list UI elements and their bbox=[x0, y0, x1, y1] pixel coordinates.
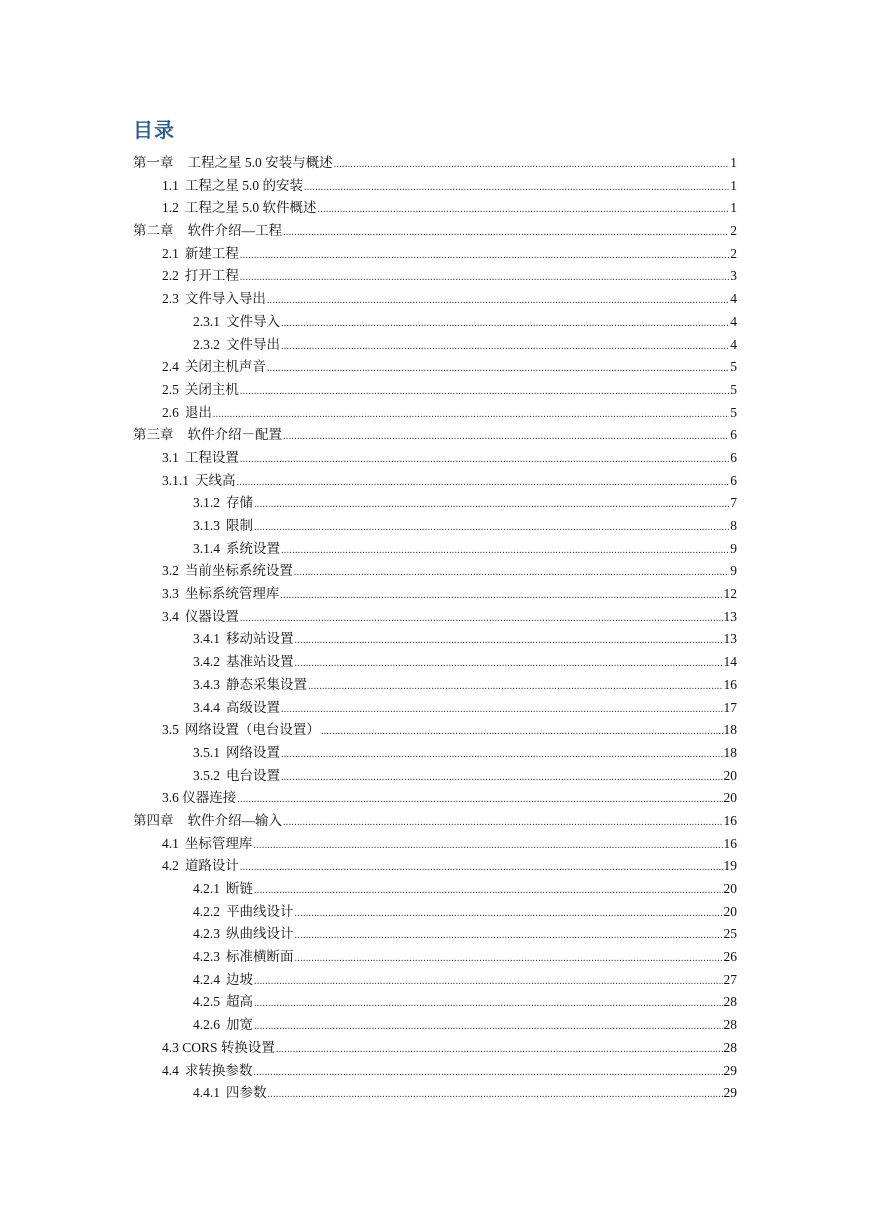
dot-leader bbox=[283, 222, 729, 245]
dot-leader bbox=[254, 517, 729, 540]
toc-entry-page-number: 29 bbox=[723, 1085, 737, 1101]
toc-entry[interactable] bbox=[133, 991, 737, 1014]
toc-entry-label: 当前坐标系统设置 bbox=[184, 563, 293, 579]
dot-leader bbox=[294, 562, 729, 585]
toc-entry-label: 工程之星 5.0 安装与概述 bbox=[187, 155, 333, 170]
toc-entry-number: 3.1.2 bbox=[193, 495, 220, 511]
toc-entry-number: 3.4.2 bbox=[193, 654, 220, 670]
toc-entry-number: 4.2.1 bbox=[193, 881, 220, 896]
dot-leader bbox=[304, 177, 729, 200]
toc-list bbox=[133, 152, 737, 1105]
toc-entry[interactable] bbox=[133, 583, 737, 606]
dot-leader bbox=[281, 744, 723, 767]
toc-entry-label: 四参数 bbox=[226, 1085, 267, 1101]
dot-leader bbox=[281, 767, 723, 790]
toc-entry-page-number: 16 bbox=[723, 676, 737, 692]
dot-leader bbox=[254, 880, 723, 903]
toc-entry[interactable] bbox=[133, 606, 737, 629]
toc-entry-label: 边坡 bbox=[226, 971, 253, 987]
toc-entry[interactable] bbox=[133, 855, 737, 878]
toc-entry-number: 4.4 bbox=[162, 1062, 179, 1078]
toc-entry-label: 工程之星 5.0 的安装 bbox=[184, 177, 303, 193]
toc-entry-number: 2.3.1 bbox=[193, 313, 220, 329]
dot-leader bbox=[254, 993, 723, 1016]
toc-entry-label: 基准站设置 bbox=[226, 654, 294, 670]
toc-entry-page-number: 26 bbox=[723, 949, 737, 965]
dot-leader bbox=[253, 1062, 722, 1085]
dot-leader bbox=[267, 358, 729, 381]
toc-entry-page-number: 17 bbox=[723, 699, 737, 715]
toc-entry[interactable] bbox=[133, 197, 737, 220]
toc-entry-number: 2.3 bbox=[162, 291, 179, 307]
toc-entry[interactable] bbox=[133, 651, 737, 674]
toc-entry-page-number: 5 bbox=[730, 404, 737, 420]
toc-entry-label: 超高 bbox=[226, 994, 253, 1010]
toc-entry-page-number: 16 bbox=[723, 835, 737, 851]
toc-entry-page-number: 18 bbox=[723, 722, 737, 738]
toc-entry[interactable] bbox=[133, 946, 737, 969]
toc-entry-page-number: 3 bbox=[730, 268, 737, 284]
toc-entry-page-number: 8 bbox=[730, 518, 737, 533]
toc-entry[interactable] bbox=[133, 515, 737, 538]
toc-entry[interactable] bbox=[133, 765, 737, 788]
toc-entry-label: 限制 bbox=[226, 518, 253, 533]
dot-leader bbox=[254, 494, 729, 517]
toc-entry[interactable] bbox=[133, 560, 737, 583]
toc-entry-page-number: 14 bbox=[723, 654, 737, 670]
dot-leader bbox=[295, 903, 723, 926]
toc-entry-number: 3.4 bbox=[162, 608, 179, 624]
dot-leader bbox=[334, 154, 730, 177]
toc-entry-label: 退出 bbox=[184, 404, 212, 420]
toc-entry-number: 3.4.1 bbox=[193, 631, 220, 647]
toc-entry[interactable] bbox=[133, 742, 737, 765]
toc-entry[interactable] bbox=[133, 265, 737, 288]
toc-entry-page-number: 13 bbox=[723, 608, 737, 624]
toc-entry-label: 电台设置 bbox=[226, 767, 280, 783]
toc-entry-page-number: 28 bbox=[723, 1017, 737, 1033]
toc-entry-number: 3.4.4 bbox=[193, 699, 220, 715]
toc-entry[interactable] bbox=[133, 492, 737, 515]
dot-leader bbox=[240, 245, 729, 268]
toc-entry[interactable] bbox=[133, 424, 737, 447]
toc-entry[interactable] bbox=[133, 697, 737, 720]
toc-entry[interactable] bbox=[133, 175, 737, 198]
dot-leader bbox=[295, 653, 723, 676]
toc-entry-number: 3.5.1 bbox=[193, 744, 220, 760]
toc-entry[interactable] bbox=[133, 719, 737, 742]
toc-entry[interactable] bbox=[133, 923, 737, 946]
toc-entry-number: 1.2 bbox=[162, 200, 179, 216]
toc-entry-label: 关闭主机 bbox=[184, 381, 239, 397]
toc-entry-page-number: 4 bbox=[730, 313, 737, 329]
toc-entry-label: 系统设置 bbox=[226, 540, 280, 556]
toc-entry-number: 第一章 bbox=[133, 155, 174, 170]
toc-entry-page-number: 13 bbox=[723, 631, 737, 647]
toc-entry-number: 4.2 bbox=[162, 858, 179, 874]
toc-entry-page-number: 29 bbox=[723, 1062, 737, 1078]
dot-leader bbox=[276, 1039, 723, 1062]
toc-entry[interactable] bbox=[133, 1014, 737, 1037]
toc-entry[interactable] bbox=[133, 402, 737, 425]
toc-entry-page-number: 5 bbox=[730, 381, 737, 397]
toc-entry[interactable] bbox=[133, 538, 737, 561]
toc-entry[interactable] bbox=[133, 878, 737, 901]
toc-entry-page-number: 6 bbox=[730, 427, 737, 443]
toc-entry-label: 平曲线设计 bbox=[226, 903, 294, 919]
toc-title: 目录 bbox=[133, 120, 175, 142]
toc-entry[interactable] bbox=[133, 243, 737, 266]
toc-entry-number: 4.2.2 bbox=[193, 903, 220, 919]
dot-leader bbox=[240, 449, 729, 472]
toc-entry-page-number: 2 bbox=[730, 223, 737, 239]
toc-entry-label: 打开工程 bbox=[184, 268, 239, 284]
toc-entry-page-number: 28 bbox=[723, 994, 737, 1010]
toc-entry-label: 软件介绍—工程 bbox=[187, 223, 282, 239]
dot-leader bbox=[281, 336, 729, 359]
toc-entry-page-number: 28 bbox=[723, 1039, 737, 1055]
toc-entry-page-number: 12 bbox=[723, 586, 737, 602]
toc-entry[interactable] bbox=[133, 1060, 737, 1083]
toc-entry-page-number: 6 bbox=[730, 472, 737, 488]
toc-entry-number: 1.1 bbox=[162, 177, 179, 193]
toc-entry-number: 4.1 bbox=[162, 835, 179, 851]
toc-entry-label: 加宽 bbox=[226, 1017, 253, 1033]
toc-entry-label: 纵曲线设计 bbox=[226, 926, 294, 942]
toc-entry[interactable] bbox=[133, 356, 737, 379]
toc-entry[interactable] bbox=[133, 288, 737, 311]
toc-entry-page-number: 16 bbox=[723, 812, 737, 828]
toc-entry-page-number: 7 bbox=[730, 495, 737, 511]
toc-entry-page-number: 20 bbox=[723, 903, 737, 919]
toc-entry-label: 高级设置 bbox=[226, 699, 280, 715]
toc-entry-number: 4.2.3 bbox=[193, 926, 220, 942]
dot-leader bbox=[240, 381, 729, 404]
toc-entry-label: 道路设计 bbox=[184, 858, 239, 874]
dot-leader bbox=[240, 857, 723, 880]
dot-leader bbox=[283, 812, 723, 835]
toc-entry[interactable] bbox=[133, 447, 737, 470]
toc-entry[interactable] bbox=[133, 969, 737, 992]
toc-entry-label: 软件介绍—输入 bbox=[187, 812, 282, 828]
toc-entry-number: 3.5.2 bbox=[193, 767, 220, 783]
dot-leader bbox=[254, 1016, 723, 1039]
dot-leader bbox=[321, 721, 723, 744]
toc-entry-label: 求转换参数 bbox=[184, 1062, 253, 1078]
toc-entry-page-number: 5 bbox=[730, 359, 737, 375]
toc-entry-page-number: 20 bbox=[723, 881, 737, 896]
toc-entry-number: 第四章 bbox=[133, 812, 174, 828]
toc-entry-page-number: 20 bbox=[723, 790, 737, 806]
toc-entry-page-number: 25 bbox=[723, 926, 737, 942]
dot-leader bbox=[283, 426, 729, 449]
toc-entry[interactable] bbox=[133, 379, 737, 402]
toc-entry-number: 3.1.3 bbox=[193, 518, 220, 533]
toc-entry-label: 文件导入导出 bbox=[184, 291, 266, 307]
toc-entry-number: 2.6 bbox=[162, 404, 179, 420]
toc-entry-number: 3.4.3 bbox=[193, 676, 220, 692]
toc-entry-number: 4.2.5 bbox=[193, 994, 220, 1010]
toc-entry[interactable] bbox=[133, 470, 737, 493]
toc-entry[interactable] bbox=[133, 220, 737, 243]
dot-leader bbox=[281, 540, 729, 563]
toc-entry-label: 新建工程 bbox=[184, 245, 239, 261]
toc-entry[interactable] bbox=[133, 1082, 737, 1105]
toc-entry-number: 2.1 bbox=[162, 245, 179, 261]
toc-entry-number: 3.1.1 bbox=[162, 472, 189, 488]
toc-entry-label: 标准横断面 bbox=[226, 949, 294, 965]
toc-entry-number: 2.4 bbox=[162, 359, 179, 375]
toc-entry[interactable] bbox=[133, 311, 737, 334]
toc-entry-page-number: 1 bbox=[730, 177, 737, 193]
toc-entry[interactable] bbox=[133, 152, 737, 175]
toc-entry-number: 3.1 bbox=[162, 449, 179, 465]
toc-entry-number: 3.3 bbox=[162, 586, 179, 602]
dot-leader bbox=[281, 313, 729, 336]
toc-entry[interactable] bbox=[133, 334, 737, 357]
toc-entry-label: 3.6 仪器连接 bbox=[162, 790, 237, 806]
dot-leader bbox=[240, 267, 729, 290]
dot-leader bbox=[213, 404, 729, 427]
toc-entry-label: 4.3 CORS 转换设置 bbox=[162, 1039, 275, 1055]
dot-leader bbox=[318, 199, 730, 222]
dot-leader bbox=[267, 290, 729, 313]
toc-entry-number: 4.2.4 bbox=[193, 971, 220, 987]
toc-entry[interactable] bbox=[133, 901, 737, 924]
toc-entry-label: 存储 bbox=[226, 495, 253, 511]
toc-entry-number: 第二章 bbox=[133, 223, 174, 239]
dot-leader bbox=[253, 835, 722, 858]
dot-leader bbox=[295, 630, 723, 653]
toc-entry-number: 2.3.2 bbox=[193, 336, 220, 352]
dot-leader bbox=[240, 608, 723, 631]
toc-entry-label: 文件导入 bbox=[226, 313, 280, 329]
toc-entry[interactable] bbox=[133, 787, 737, 810]
toc-entry-label: 天线高 bbox=[195, 472, 236, 488]
toc-entry[interactable] bbox=[133, 674, 737, 697]
toc-entry-page-number: 4 bbox=[730, 336, 737, 352]
toc-entry-number: 4.4.1 bbox=[193, 1085, 220, 1101]
toc-entry-page-number: 19 bbox=[723, 858, 737, 874]
toc-entry-number: 4.2.3 bbox=[193, 949, 220, 965]
dot-leader bbox=[295, 925, 723, 948]
dot-leader bbox=[295, 948, 723, 971]
toc-entry-label: 坐标管理库 bbox=[184, 835, 253, 851]
toc-entry-label: 工程设置 bbox=[184, 449, 239, 465]
toc-entry-number: 3.2 bbox=[162, 563, 179, 579]
dot-leader bbox=[237, 789, 722, 812]
toc-entry[interactable] bbox=[133, 810, 737, 833]
toc-entry-page-number: 27 bbox=[723, 971, 737, 987]
toc-entry-label: 仪器设置 bbox=[184, 608, 239, 624]
toc-entry-label: 软件介绍－配置 bbox=[187, 427, 282, 443]
toc-entry-label: 网络设置 bbox=[226, 744, 280, 760]
toc-entry-page-number: 1 bbox=[730, 155, 737, 170]
toc-entry-page-number: 18 bbox=[723, 744, 737, 760]
toc-entry[interactable] bbox=[133, 628, 737, 651]
toc-entry-number: 2.2 bbox=[162, 268, 179, 284]
toc-entry-page-number: 9 bbox=[730, 563, 737, 579]
dot-leader bbox=[281, 699, 723, 722]
toc-entry-page-number: 4 bbox=[730, 291, 737, 307]
toc-entry-label: 关闭主机声音 bbox=[184, 359, 266, 375]
dot-leader bbox=[280, 585, 722, 608]
toc-entry-label: 坐标系统管理库 bbox=[184, 586, 280, 602]
toc-entry-number: 3.1.4 bbox=[193, 540, 220, 556]
toc-entry[interactable] bbox=[133, 1037, 737, 1060]
toc-entry-number: 第三章 bbox=[133, 427, 174, 443]
toc-entry-page-number: 6 bbox=[730, 449, 737, 465]
toc-entry-number: 3.5 bbox=[162, 722, 179, 738]
toc-entry-label: 文件导出 bbox=[226, 336, 280, 352]
dot-leader bbox=[268, 1084, 723, 1107]
dot-leader bbox=[308, 676, 723, 699]
toc-entry-label: 移动站设置 bbox=[226, 631, 294, 647]
toc-entry-label: 断链 bbox=[226, 881, 253, 896]
toc-entry-number: 2.5 bbox=[162, 381, 179, 397]
toc-entry-label: 工程之星 5.0 软件概述 bbox=[184, 200, 317, 216]
toc-entry-page-number: 1 bbox=[730, 200, 737, 216]
toc-entry[interactable] bbox=[133, 833, 737, 856]
toc-entry-number: 4.2.6 bbox=[193, 1017, 220, 1033]
toc-entry-page-number: 20 bbox=[723, 767, 737, 783]
toc-entry-label: 静态采集设置 bbox=[226, 676, 307, 692]
dot-leader bbox=[237, 472, 730, 495]
toc-entry-page-number: 2 bbox=[730, 245, 737, 261]
toc-entry-page-number: 9 bbox=[730, 540, 737, 556]
dot-leader bbox=[254, 971, 723, 994]
toc-entry-label: 网络设置（电台设置） bbox=[184, 722, 320, 738]
